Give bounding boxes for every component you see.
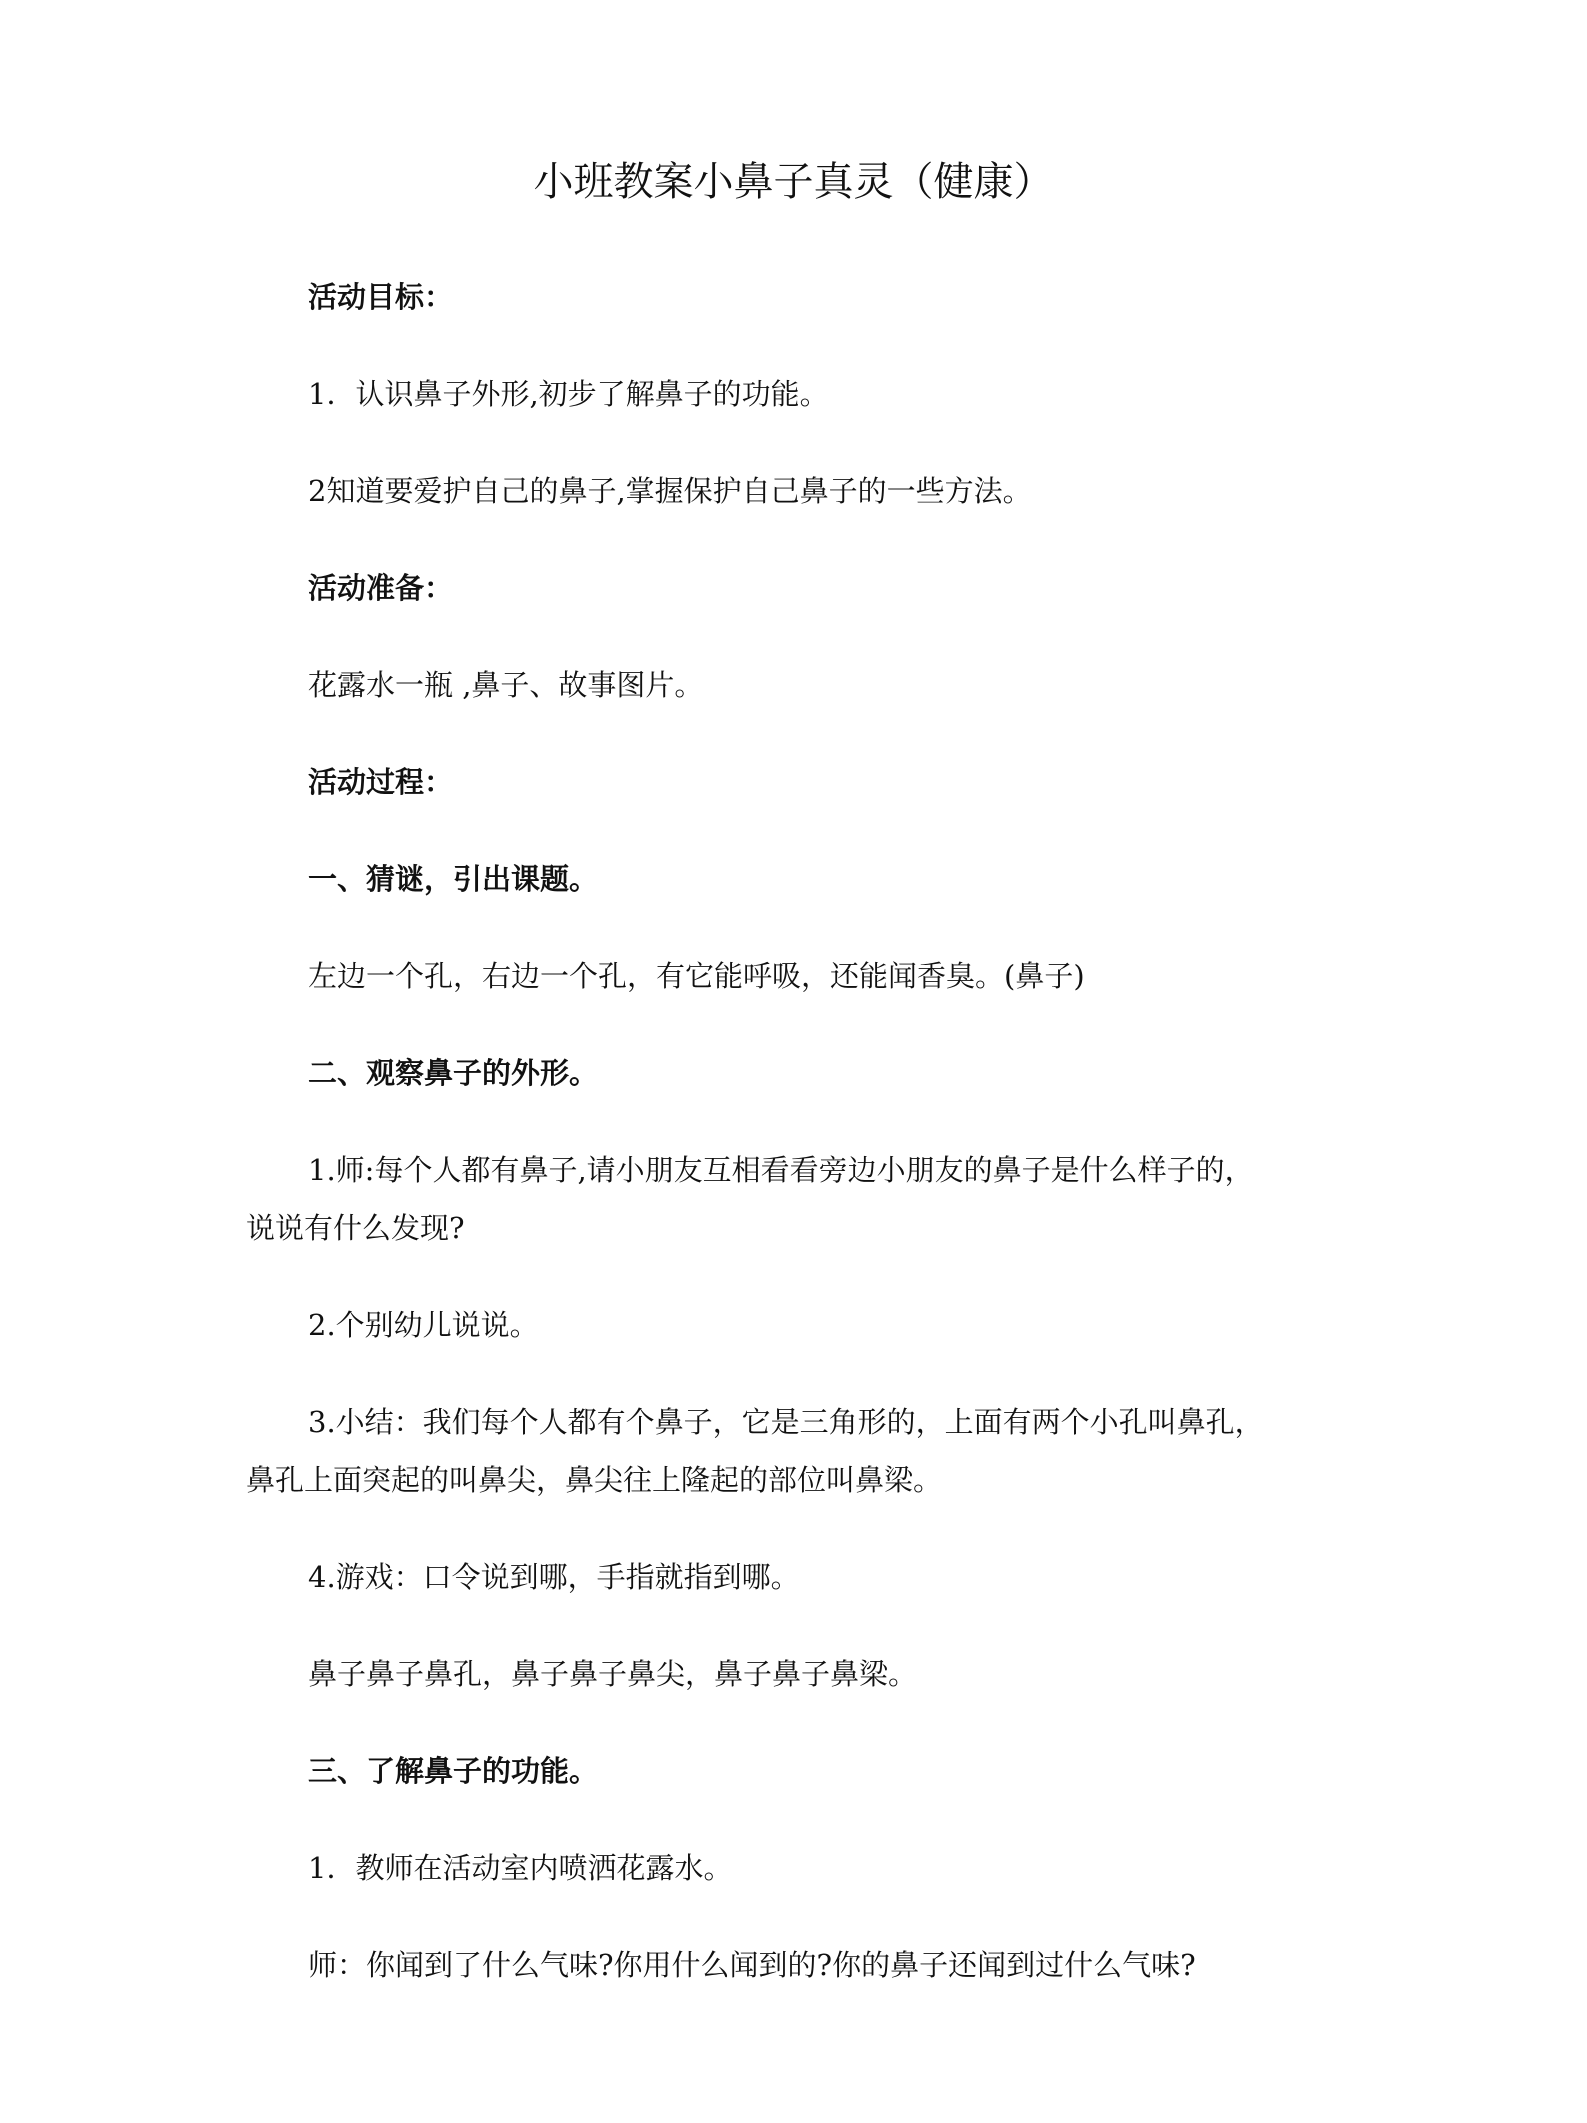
paragraph <box>246 1141 1371 1257</box>
paragraph-line: 三、了解鼻子的功能。 <box>308 1754 599 1788</box>
paragraph-line: 2.个别幼儿说说。 <box>308 1308 539 1342</box>
paragraph-line: 师：你闻到了什么气味?你用什么闻到的?你的鼻子还闻到过什么气味? <box>308 1948 1196 1982</box>
document-body <box>246 268 1371 2033</box>
paragraph-line: 1．认识鼻子外形,初步了解鼻子的功能。 <box>308 377 829 411</box>
paragraph <box>246 1936 1371 1994</box>
paragraph <box>246 1296 1371 1354</box>
section-heading <box>246 268 1371 326</box>
paragraph-line: 3.小结：我们每个人都有个鼻子，它是三角形的，上面有两个小孔叫鼻孔， <box>308 1405 1264 1439</box>
paragraph-line: 活动过程： <box>308 765 454 799</box>
paragraph <box>246 462 1371 520</box>
paragraph <box>246 1839 1371 1897</box>
paragraph <box>246 365 1371 423</box>
paragraph-line: 2知道要爱护自己的鼻子,掌握保护自己鼻子的一些方法。 <box>308 474 1032 508</box>
paragraph-line: 说说有什么发现? <box>246 1211 465 1245</box>
paragraph-line: 鼻孔上面突起的叫鼻尖，鼻尖往上隆起的部位叫鼻梁。 <box>246 1463 943 1497</box>
section-heading <box>246 1044 1371 1102</box>
paragraph-line: 1.师:每个人都有鼻子,请小朋友互相看看旁边小朋友的鼻子是什么样子的， <box>308 1153 1254 1187</box>
paragraph <box>246 1645 1371 1703</box>
document-title: 小班教案小鼻子真灵（健康） <box>533 159 1054 205</box>
paragraph <box>246 1393 1371 1509</box>
section-heading <box>246 1742 1371 1800</box>
paragraph-line: 一、猜谜，引出课题。 <box>308 862 599 896</box>
paragraph-line: 活动目标： <box>308 280 454 314</box>
paragraph-line: 1．教师在活动室内喷洒花露水。 <box>308 1851 733 1885</box>
paragraph-line: 活动准备： <box>308 571 454 605</box>
paragraph <box>246 1548 1371 1606</box>
paragraph <box>246 656 1371 714</box>
paragraph <box>246 947 1371 1005</box>
paragraph-line: 二、观察鼻子的外形。 <box>308 1056 599 1090</box>
paragraph-line: 花露水一瓶 ,鼻子、故事图片。 <box>308 668 704 702</box>
section-heading <box>246 850 1371 908</box>
paragraph-line: 鼻子鼻子鼻孔，鼻子鼻子鼻尖，鼻子鼻子鼻梁。 <box>308 1657 918 1691</box>
section-heading <box>246 753 1371 811</box>
section-heading <box>246 559 1371 617</box>
paragraph-line: 左边一个孔，右边一个孔，有它能呼吸，还能闻香臭。(鼻子) <box>308 959 1085 993</box>
paragraph-line: 4.游戏：口令说到哪，手指就指到哪。 <box>308 1560 800 1594</box>
